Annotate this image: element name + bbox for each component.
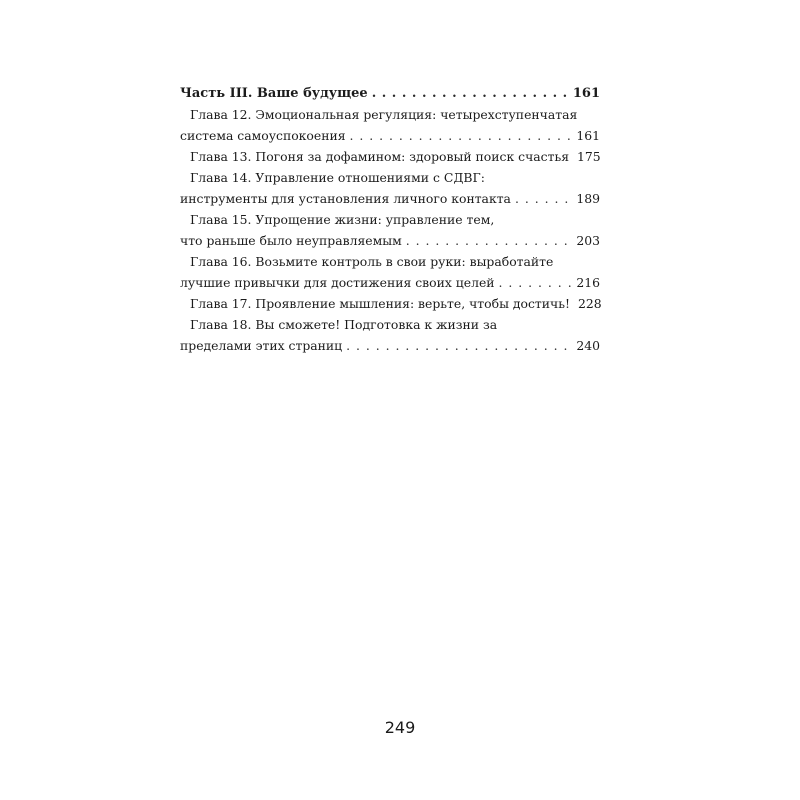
part-title: Часть III. Ваше будущее [180,86,368,101]
toc-part-3 [180,86,600,107]
chapter-page: 161 [576,128,600,143]
toc-chapter-16-line2 [180,275,600,296]
dot-leader [372,86,569,101]
dot-leader [350,128,573,143]
chapter-page: 240 [576,338,600,353]
chapter-page: 216 [576,275,600,290]
toc-chapter-15-line1 [180,212,600,233]
toc-chapter-14-line2 [180,191,600,212]
toc-chapter-18-line1 [180,317,600,338]
chapter-title: Глава 13. Погоня за дофамином: здоровый поиск счастья [190,149,570,164]
chapter-title: Глава 14. Управление отношениями с СДВГ: [190,170,485,185]
chapter-page: 203 [576,233,600,248]
part-page: 161 [572,86,600,101]
chapter-title-cont: инструменты для установления личного контакта [180,191,511,206]
chapter-page: 175 [577,149,601,164]
dot-leader [499,275,573,290]
chapter-title: Глава 17. Проявление мышления: верьте, чтобы достичь! [190,296,570,311]
toc-chapter-14-line1 [180,170,600,191]
toc-chapter-18-line2 [180,338,600,359]
chapter-title-cont: что раньше было неуправляемым [180,233,402,248]
toc-chapter-12-line2 [180,128,600,149]
table-of-contents [180,86,600,359]
chapter-title: Глава 16. Возьмите контроль в свои руки: выработайте [190,254,554,269]
chapter-title: Глава 12. Эмоциональная регуляция: четырехступенчатая [190,107,578,122]
toc-chapter-17 [180,296,600,317]
chapter-page: 189 [576,191,600,206]
chapter-title-cont: лучшие привычки для достижения своих целей [180,275,495,290]
dot-leader [346,338,572,353]
chapter-page: 228 [577,296,602,311]
chapter-title: Глава 18. Вы сможете! Подготовка к жизни за [190,317,498,332]
chapter-title: Глава 15. Упрощение жизни: управление тем, [190,212,495,227]
toc-chapter-15-line2 [180,233,600,254]
dot-leader [515,191,572,206]
chapter-title-cont: пределами этих страниц [180,338,343,353]
page-number: 249 [384,718,416,737]
dot-leader [406,233,573,248]
toc-chapter-12-line1 [180,107,600,128]
toc-chapter-13 [180,149,600,170]
chapter-title-cont: система самоуспокоения [180,128,346,143]
toc-chapter-16-line1 [180,254,600,275]
